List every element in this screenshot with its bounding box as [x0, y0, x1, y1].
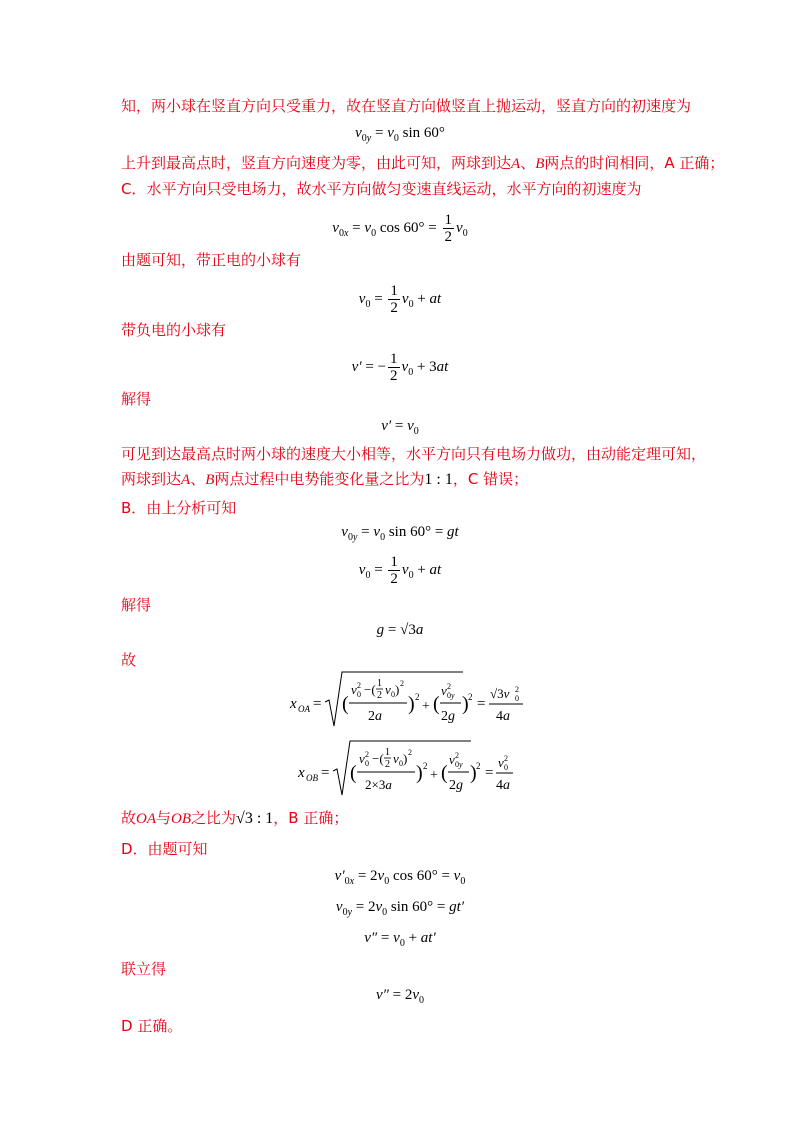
svg-text:2: 2	[515, 685, 519, 694]
text-p14: 联立得	[121, 960, 167, 978]
text-line-7	[121, 444, 706, 464]
equation-v0y-gt: $v_{0y} = v_0$ sin 60° = gt	[341, 524, 459, 543]
text-line-12: 故OA与OB之比为√3 : 1，B 正确；	[121, 809, 349, 827]
svg-text:OB: OB	[306, 773, 318, 783]
svg-text:2: 2	[504, 754, 508, 763]
text-p12b: 与	[156, 809, 172, 827]
svg-text:v: v	[441, 683, 447, 698]
label-ob: OB	[171, 811, 192, 827]
text-p8b: 、	[190, 470, 206, 488]
text-line-8	[121, 469, 528, 490]
equation-v0x-prime: $v'_{0x} = 2v_0$ $\cos 60^\circ = v_0$	[334, 868, 466, 887]
svg-text:0: 0	[399, 759, 403, 768]
text-line-3	[121, 179, 641, 199]
svg-text:): )	[408, 693, 415, 715]
text-p6: 解得	[121, 390, 152, 408]
svg-text:0: 0	[504, 763, 508, 772]
svg-text:2: 2	[447, 682, 451, 691]
equation-g: g = √3a	[376, 622, 424, 638]
equation-x-oa	[285, 668, 525, 736]
text-line-2	[121, 153, 724, 174]
text-p5: 带负电的小球有	[121, 321, 227, 339]
svg-text:0: 0	[357, 690, 361, 699]
svg-text:(: (	[342, 693, 349, 715]
svg-text:0: 0	[515, 694, 519, 703]
svg-text:v: v	[449, 752, 455, 767]
svg-text:2: 2	[415, 692, 420, 702]
svg-text:4a: 4a	[496, 778, 510, 793]
svg-text:2×3a: 2×3a	[365, 777, 392, 792]
svg-text:1: 1	[377, 678, 382, 689]
svg-text:): )	[470, 762, 477, 784]
svg-text:2: 2	[385, 759, 390, 770]
svg-text:=: =	[313, 696, 322, 712]
svg-text:v: v	[359, 751, 365, 766]
text-p8d: ，C 错误；	[452, 470, 529, 488]
svg-text:+: +	[430, 768, 438, 783]
label-a: A	[511, 156, 521, 172]
text-line-10	[121, 595, 151, 615]
equation-v-double-prime: $v'' = v_0 + at'$	[364, 930, 436, 949]
svg-text:2: 2	[365, 750, 369, 759]
svg-text:(: (	[433, 693, 440, 715]
text-line-9	[121, 498, 236, 518]
text-line-4	[121, 250, 301, 270]
svg-text:2g: 2g	[449, 778, 463, 793]
svg-text:0y: 0y	[447, 691, 455, 700]
svg-text:2a: 2a	[368, 709, 382, 724]
svg-text:): )	[416, 762, 423, 784]
svg-text:x: x	[290, 696, 297, 712]
svg-text:(: (	[441, 762, 448, 784]
label-oa: OA	[136, 811, 157, 827]
text-p9: B．由上分析可知	[121, 499, 237, 517]
svg-text:v: v	[393, 751, 399, 766]
svg-text:x: x	[298, 765, 305, 781]
svg-text:): )	[395, 682, 400, 697]
text-p4: 由题可知，带正电的小球有	[121, 251, 302, 269]
equation-v0-at: $v_0$ = $\frac{1}{2}$ $v_0$ + at	[358, 554, 442, 587]
equation-v0y-gt-prime: $v_{0y} = 2v_0$ sin 60° = gt′	[335, 899, 465, 918]
equation-v0x: $v_{0x} = v_0$ cos 60° = $\frac{1}{2}$ $v_0$	[332, 212, 468, 245]
svg-text:=: =	[485, 765, 494, 781]
label-a-2: A	[181, 472, 191, 488]
svg-text:=: =	[477, 696, 486, 712]
text-p13: D．由题可知	[121, 840, 208, 858]
text-line-6	[121, 389, 151, 409]
svg-text:√3v: √3v	[490, 686, 510, 701]
text-p15: D 正确。	[121, 1017, 183, 1035]
svg-text:v: v	[351, 682, 357, 697]
equation-v0y: $v_{0y} = v_0$ sin 60°	[355, 125, 445, 144]
text-line-1	[121, 96, 691, 116]
svg-text:v: v	[385, 682, 391, 697]
svg-text:0: 0	[365, 759, 369, 768]
text-p2a: 上升到最高点时，竖直方向速度为零，由此可知，两球到达	[121, 154, 512, 172]
svg-text:=: =	[321, 765, 330, 781]
equation-v-prime-result: $v' = v_0$	[381, 418, 419, 437]
text-line-14	[121, 959, 166, 979]
text-p7: 可见到达最高点时两小球的速度大小相等，水平方向只有电场力做功，由动能定理可知，	[121, 445, 707, 463]
text-line-11	[121, 650, 136, 670]
text-p12c: 之比为	[191, 809, 237, 827]
label-b-2: B	[205, 472, 215, 488]
svg-text:): )	[462, 693, 469, 715]
text-p12d: ，B 正确；	[273, 809, 349, 827]
svg-text:+: +	[422, 699, 430, 714]
equation-positive-ball: $v_0$ = $\frac{1}{2}$ $v_0$ + at	[358, 283, 442, 316]
text-line-15	[121, 1016, 182, 1036]
svg-text:v: v	[498, 755, 504, 770]
text-p11: 故	[121, 651, 137, 669]
svg-text:2: 2	[468, 692, 473, 702]
text-line-13	[121, 839, 208, 859]
svg-text:1: 1	[385, 747, 390, 758]
svg-text:2: 2	[476, 761, 481, 771]
text-p8a: 两球到达	[121, 470, 182, 488]
svg-text:OA: OA	[298, 704, 310, 714]
svg-text:): )	[403, 751, 408, 766]
equation-x-ob	[293, 737, 513, 805]
svg-text:0: 0	[391, 690, 395, 699]
ratio-sqrt3-1: 3 : 1	[244, 810, 274, 827]
svg-text:(: (	[350, 762, 357, 784]
svg-text:2: 2	[455, 751, 459, 760]
text-p12a: 故	[121, 809, 137, 827]
text-p2b: 、	[520, 154, 536, 172]
svg-text:2: 2	[377, 690, 382, 701]
svg-text:−(: −(	[372, 751, 384, 766]
ratio-1-1: 1 : 1	[424, 471, 453, 488]
text-p10: 解得	[121, 596, 152, 614]
text-p1: 知，两小球在竖直方向只受重力，故在竖直方向做竖直上抛运动，竖直方向的初速度为	[121, 97, 692, 115]
svg-text:2: 2	[423, 761, 428, 771]
svg-text:0y: 0y	[455, 760, 463, 769]
svg-text:2: 2	[357, 681, 361, 690]
equation-v-double-prime-result: $v'' = 2v_0$	[375, 987, 425, 1006]
equation-negative-ball: v′ = − $\frac{1}{2}$ $v_0 + 3at$	[351, 351, 449, 384]
svg-text:2: 2	[400, 679, 404, 688]
label-b: B	[535, 156, 545, 172]
text-p3: C．水平方向只受电场力，故水平方向做匀变速直线运动，水平方向的初速度为	[121, 180, 642, 198]
svg-text:2g: 2g	[441, 709, 455, 724]
svg-text:4a: 4a	[496, 709, 510, 724]
text-line-5	[121, 320, 226, 340]
svg-text:−(: −(	[364, 682, 376, 697]
svg-text:2: 2	[408, 748, 412, 757]
text-p8c: 两点过程中电势能变化量之比为	[214, 470, 425, 488]
text-p2c: 两点的时间相同，A 正确；	[544, 154, 725, 172]
